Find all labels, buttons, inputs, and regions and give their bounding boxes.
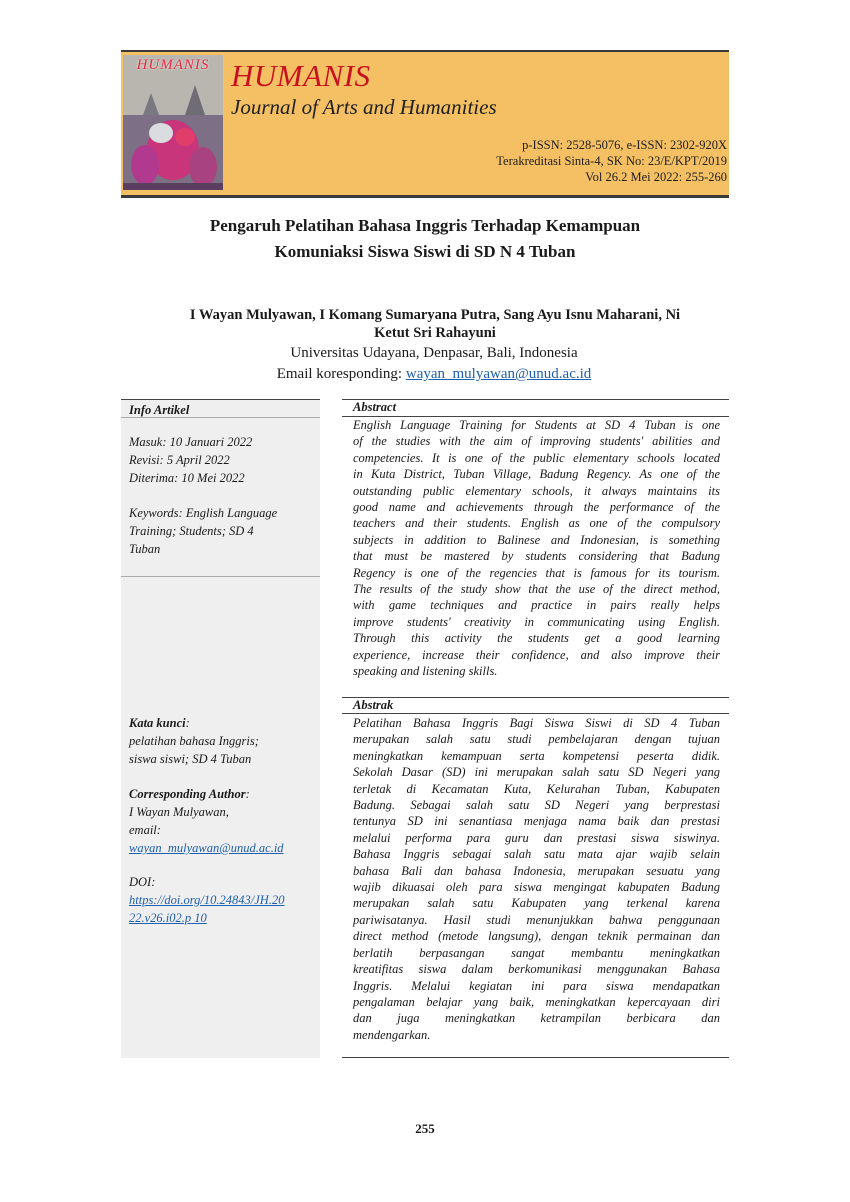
abstract-id-line: pengalaman belajar yang baik, meningkatkan kepercayaan diri xyxy=(353,994,720,1009)
abstract-id-line: merupakan salah satu Kabupaten yang terkenal karena xyxy=(353,896,720,911)
abstract-en-line: that must be mastered by students considering that Badung xyxy=(353,549,720,564)
abstract-en-line: in Kuta District, Tuban Village, Badung Regency. As one of the xyxy=(353,467,720,482)
journal-meta xyxy=(496,137,727,185)
authors xyxy=(140,306,730,342)
abstrak-top-rule xyxy=(342,697,729,698)
abstract-id-line: direct method (metode langsung), dengan teknik permainan dan xyxy=(353,929,720,944)
abstrak-heading-rule xyxy=(342,713,729,714)
abstract-en-line: The results of the study show that the use of the direct method, xyxy=(353,582,720,597)
email-label: Email koresponding: xyxy=(276,366,406,382)
kata-kunci-line-2: siswa siswi; SD 4 Tuban xyxy=(129,752,252,766)
abstract-english-text xyxy=(353,417,720,680)
article-title-line-1: Pengaruh Pelatihan Bahasa Inggris Terhadap Kemampuan xyxy=(209,216,641,235)
abstrak-heading: Abstrak xyxy=(353,698,394,712)
kata-kunci-line-1: pelatihan bahasa Inggris; xyxy=(129,734,259,748)
abstrak-bottom-rule xyxy=(342,1057,729,1058)
dates-block xyxy=(129,433,315,487)
keywords-block xyxy=(129,504,315,558)
kata-kunci-label: Kata kunci xyxy=(129,716,186,730)
abstract-id-line: Bahasa Inggris sebagai salah satu mata ajar wajib selain xyxy=(353,847,720,862)
abstract-id-line: bahasa Bali dan bahasa Indonesia, merupakan sesuatu yang xyxy=(353,863,720,878)
corresponding-email-link[interactable]: wayan_mulyawan@unud.ac.id xyxy=(129,841,284,855)
abstract-en-line: teachers and their students. English as one of the compulsory xyxy=(353,516,720,531)
abstract-top-rule xyxy=(342,399,729,400)
abstract-id-line: berlatih berpasangan sangat membantu meningkatkan xyxy=(353,945,720,960)
abstract-en-line: English Language Training for Students at SD 4 Tuban is one xyxy=(353,418,720,432)
abstract-en-line: improve students' creativity in communicating using English. xyxy=(353,614,720,629)
corresponding-email-line xyxy=(121,365,747,384)
affiliation: Universitas Udayana, Denpasar, Bali, Indonesia xyxy=(290,345,578,361)
abstract-en-line: Regency is one of the regencies that is famous for its tourism. xyxy=(353,565,720,580)
received-date: Masuk: 10 Januari 2022 xyxy=(129,435,253,449)
issn-line: p-ISSN: 2528-5076, e-ISSN: 2302-920X xyxy=(522,138,727,152)
abstract-id-line: wajib dikuasai oleh para siswa mengingat kabupaten Badung xyxy=(353,880,720,895)
abstract-en-line: subjects in addition to Balinese and Indonesian, is something xyxy=(353,532,720,547)
abstract-id-line: melalui performa para guru dan prestasi siswa siswinya. xyxy=(353,830,720,845)
article-title xyxy=(121,213,729,265)
corresponding-block: Corresponding Author: I Wayan Mulyawan, email: wayan_mulyawan@unud.ac.id xyxy=(129,785,315,857)
abstract-id-line: dan juga meningkatkan ketrampilan berbicara dan xyxy=(353,1011,720,1026)
revised-date: Revisi: 5 April 2022 xyxy=(129,453,230,467)
keywords-divider xyxy=(121,576,320,577)
cover-title-text: HUMANIS xyxy=(136,57,210,73)
abstract-en-line: outstanding public elementary schools, it always maintains its xyxy=(353,483,720,498)
corresponding-name: I Wayan Mulyawan, xyxy=(129,805,229,819)
abstract-id-line: tentunya SD ini senantiasa menjaga nama baik dan prestasi xyxy=(353,814,720,829)
authors-line-2: Ketut Sri Rahayuni xyxy=(374,325,496,341)
journal-cover-image xyxy=(123,55,223,190)
abstract-en-line: speaking and listening skills. xyxy=(353,664,498,679)
article-info-panel xyxy=(121,399,320,1058)
cover-illustration xyxy=(123,55,223,190)
corresponding-label: Corresponding Author xyxy=(129,787,246,801)
keywords-line-2: Training; Students; SD 4 xyxy=(129,524,254,538)
abstract-id-line: kreatifitas siswa dalam berkomunikasi menggunakan Bahasa xyxy=(353,962,720,977)
abstract-panel xyxy=(342,399,729,1057)
kata-kunci-block: Kata kunci: pelatihan bahasa Inggris; siswa siswi; SD 4 Tuban xyxy=(129,714,315,768)
abstract-en-line: experience, increase their confidence, and also improve their xyxy=(353,647,720,662)
abstract-id-line: terletak di Kecamatan Kuta, Kelurahan Tuban, Kabupaten xyxy=(353,781,720,796)
accepted-date: Diterima: 10 Mei 2022 xyxy=(129,471,245,485)
abstract-en-line: with game techniques and practice in pairs really helps xyxy=(353,598,720,613)
journal-subtitle: Journal of Arts and Humanities xyxy=(231,95,497,119)
abstract-en-line: competencies. It is one of the public elementary schools located xyxy=(353,450,720,465)
doi-label: DOI: xyxy=(129,875,156,889)
journal-header xyxy=(121,50,729,198)
abstract-id-line: Pelatihan Bahasa Inggris Bagi Siswa Siswi di SD 4 Tuban xyxy=(353,716,720,730)
volume-line: Vol 26.2 Mei 2022: 255-260 xyxy=(585,170,727,184)
keywords-line-3: Tuban xyxy=(129,542,161,556)
authors-line-1: I Wayan Mulyawan, I Komang Sumaryana Putra, Sang Ayu Isnu Maharani, Ni xyxy=(189,307,681,323)
journal-title: HUMANIS xyxy=(231,58,371,93)
abstract-id-line: mendengarkan. xyxy=(353,1027,431,1042)
doi-block xyxy=(129,873,315,927)
doi-link-line-2[interactable]: 22.v26.i02.p 10 xyxy=(129,911,207,925)
corresponding-email-label: email: xyxy=(129,823,161,837)
abstract-id-line: Badung. Sebagai salah satu SD Negeri yang berprestasi xyxy=(353,798,720,813)
page-number: 255 xyxy=(415,1121,435,1136)
abstract-heading: Abstract xyxy=(353,400,397,414)
info-divider xyxy=(121,417,320,418)
abstract-en-line: Through this activity the students get a good learning xyxy=(353,631,720,646)
abstract-id-line: Sekolah Dasar (SD) ini merupakan salah satu SD Negeri yang xyxy=(353,765,720,780)
info-heading: Info Artikel xyxy=(129,403,190,417)
abstract-indonesian-text xyxy=(353,715,720,1043)
abstract-id-line: meningkatkan kemampuan serta kompetensi peserta didik. xyxy=(353,748,720,763)
abstract-id-line: merupakan salah satu studi pembelajaran dengan tujuan xyxy=(353,732,720,747)
abstract-id-line: Inggris. Melalui kegiatan ini para siswa mendapatkan xyxy=(353,978,720,993)
email-link[interactable]: wayan_mulyawan@unud.ac.id xyxy=(405,366,592,382)
abstract-en-line: of the studies with the aim of improving students' abilities and xyxy=(353,434,720,449)
abstract-en-line: good name and achievements through the performance of the xyxy=(353,500,720,515)
accreditation-line: Terakreditasi Sinta-4, SK No: 23/E/KPT/2019 xyxy=(496,154,727,168)
article-title-line-2: Komuniaksi Siswa Siswi di SD N 4 Tuban xyxy=(274,242,576,261)
abstract-id-line: pariwisatanya. Hasil studi menunjukkan bahwa penggunaan xyxy=(353,912,720,927)
keywords-line-1: Keywords: English Language xyxy=(129,506,278,520)
doi-link-line-1[interactable]: https://doi.org/10.24843/JH.20 xyxy=(129,893,285,907)
